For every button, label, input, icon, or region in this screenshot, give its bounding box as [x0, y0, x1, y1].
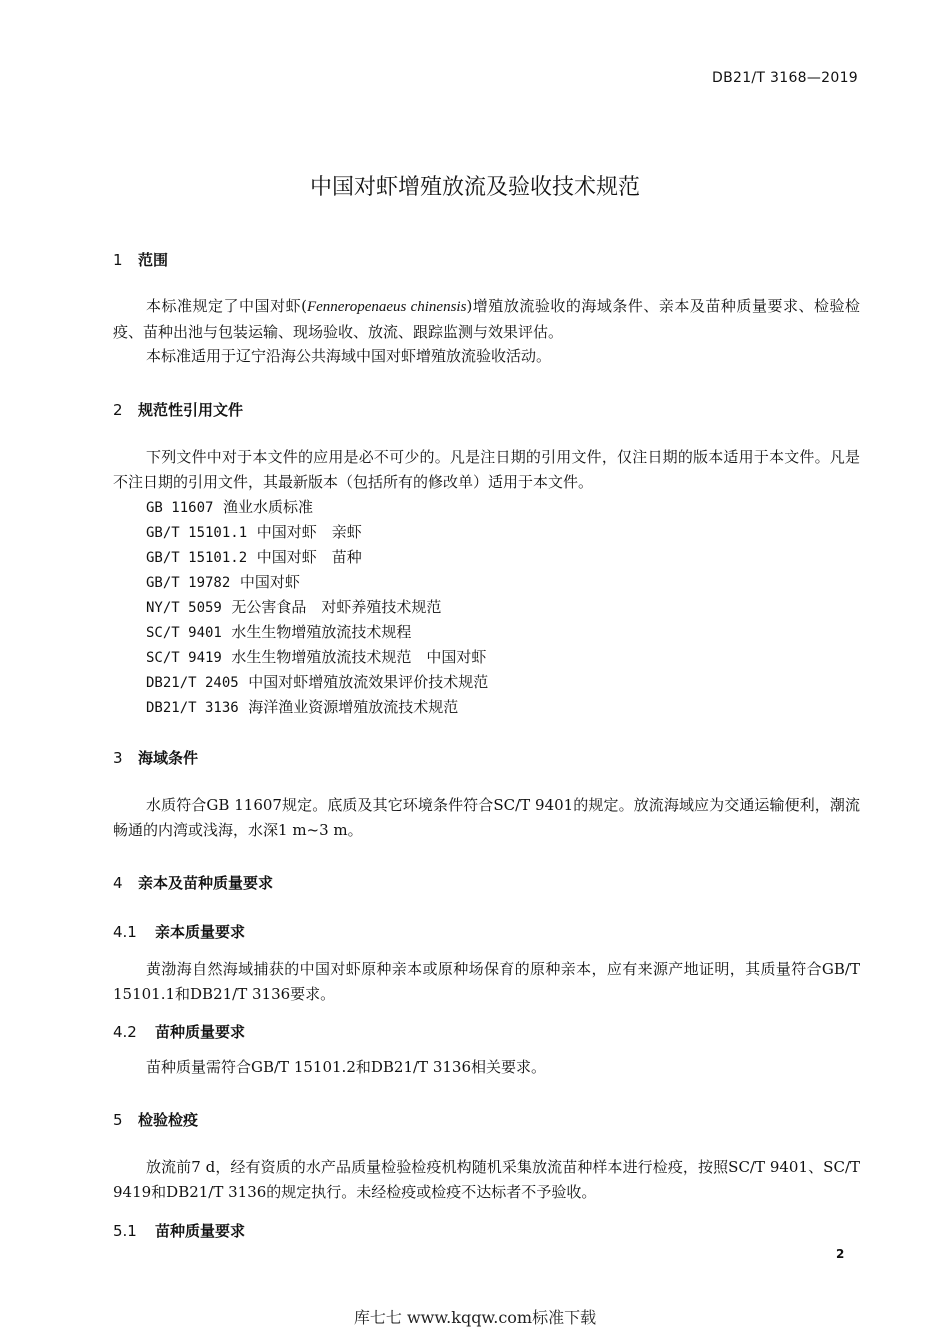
reference-item: GB/T 19782 中国对虾: [146, 573, 300, 591]
section-heading-1: [113, 249, 168, 270]
section-heading-4-1: [113, 921, 245, 942]
reference-item: GB/T 15101.2 中国对虾 苗种: [146, 548, 362, 566]
section-number: 5.1: [113, 1222, 137, 1240]
inspection-paragraph: 放流前7 d，经有资质的水产品质量检验检疫机构随机采集放流苗种样本进行检疫，按照SC/T 9401、SC/T 9419和DB21/T 3136的规定执行。未经检疫或检疫不达标者不予验收。: [113, 1158, 860, 1201]
section-number: 1: [113, 251, 123, 269]
section-title: 范围: [138, 251, 169, 269]
section-title: 亲本质量要求: [155, 923, 246, 941]
section-number: 4.2: [113, 1023, 137, 1041]
section-number: 4: [113, 874, 123, 892]
reference-item: NY/T 5059 无公害食品 对虾养殖技术规范: [146, 598, 442, 616]
reference-item: SC/T 9419 水生生物增殖放流技术规范 中国对虾: [146, 648, 487, 666]
section-number: 4.1: [113, 923, 137, 941]
section-title: 亲本及苗种质量要求: [138, 874, 274, 892]
section-title: 苗种质量要求: [155, 1023, 246, 1041]
reference-item: GB 11607 渔业水质标准: [146, 498, 313, 516]
reference-item: SC/T 9401 水生生物增殖放流技术规程: [146, 623, 412, 641]
references-intro-paragraph: 下列文件中对于本文件的应用是必不可少的。凡是注日期的引用文件，仅注日期的版本适用于本文件。凡是不注日期的引用文件，其最新版本（包括所有的修改单）适用于本文件。: [113, 448, 860, 491]
reference-list: [146, 495, 488, 720]
page-number: 2: [836, 1247, 845, 1261]
section-title: 苗种质量要求: [155, 1222, 246, 1240]
section-heading-3: [113, 747, 198, 768]
reference-item: GB/T 15101.1 中国对虾 亲虾: [146, 523, 362, 541]
page-title: 中国对虾增殖放流及验收技术规范: [309, 175, 640, 200]
parent-quality-paragraph: 黄渤海自然海域捕获的中国对虾原种亲本或原种场保育的原种亲本，应有来源产地证明，其质量符合GB/T 15101.1和DB21/T 3136要求。: [113, 960, 860, 1003]
section-number: 2: [113, 401, 123, 419]
sea-conditions-paragraph: 水质符合GB 11607规定。底质及其它环境条件符合SC/T 9401的规定。放流海域应为交通运输便利，潮流畅通的内湾或浅海，水深1 m~3 m。: [113, 796, 860, 839]
reference-item: DB21/T 3136 海洋渔业资源增殖放流技术规范: [146, 698, 459, 716]
section-title: 规范性引用文件: [138, 401, 244, 419]
scope-paragraph-1: 本标准规定了中国对虾(Fenneropenaeus chinensis)增殖放流验收的海域条件、亲本及苗种质量要求、检验检疫、苗种出池与包装运输、现场验收、放流、跟踪监测与效果评估。: [113, 297, 860, 341]
footer-watermark: 库七七 www.kqqw.com标准下载: [353, 1308, 597, 1327]
latin-species-name: Fenneropenaeus chinensis: [306, 299, 467, 315]
section-heading-5-1: [113, 1220, 245, 1241]
section-heading-5: [113, 1109, 198, 1130]
section-heading-2: [113, 399, 243, 420]
section-title: 检验检疫: [138, 1111, 199, 1129]
section-heading-4: [113, 872, 273, 893]
section-title: 海域条件: [138, 749, 199, 767]
seedling-quality-paragraph: 苗种质量需符合GB/T 15101.2和DB21/T 3136相关要求。: [146, 1058, 546, 1076]
reference-item: DB21/T 2405 中国对虾增殖放流效果评价技术规范: [146, 673, 489, 691]
section-number: 5: [113, 1111, 123, 1129]
section-heading-4-2: [113, 1021, 245, 1042]
scope-paragraph-2: 本标准适用于辽宁沿海公共海域中国对虾增殖放流验收活动。: [146, 347, 552, 365]
document-code: DB21/T 3168—2019: [712, 70, 858, 86]
section-number: 3: [113, 749, 123, 767]
